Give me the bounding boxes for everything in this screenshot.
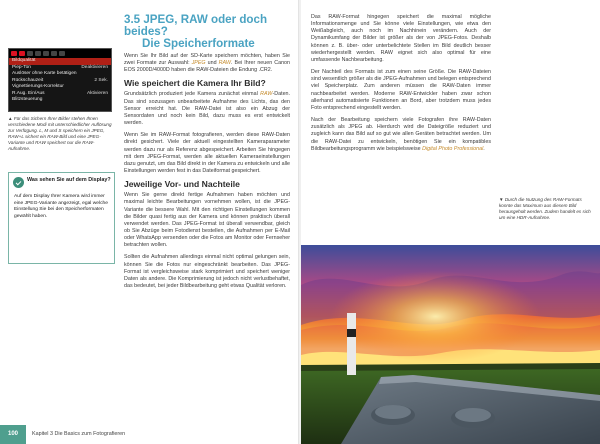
camera-menu-tab [43, 51, 49, 56]
camera-menu-row: Rückschauzeit 2 Sek. [12, 77, 108, 83]
camera-menu-tab [19, 51, 25, 56]
camera-menu-tabs [9, 49, 111, 58]
main-column [124, 14, 290, 290]
section-title-line1: JPEG, RAW oder doch beides? [124, 13, 268, 38]
raw-paragraph-1: Das RAW-Format hingegen speichert die maximal mögliche Informationsmenge und Sie könne viele Einstellungen, wie etwa den Weißabgleich, auch noch im Nachhinein verändern. Auch der Dynamikumfang der Bilder ist größer als der von JPEG-Fotos. Deshalb können z. B. über- oder unterbelichtete Stellen im Bild deutlich besser wiederhergestellt werden. RAW eignet sich also optimal für eine umfassende Nachbearbeitung. [311, 14, 491, 63]
tip-title: Was sehen Sie auf dem Display? [27, 177, 111, 183]
camera-menu-row: Bildqualität [9, 58, 111, 65]
raw-paragraph-2: Der Nachteil des Formats ist zum einen seine Größe. Die RAW-Dateien sind wesentlich größer als die JPEG-Aufnahmen und belegen entsprechend viel Speicherplatz. Zum anderen müssen die RAW-Daten immer nachbearbeitet werden. Moderne RAW-Entwickler haben zwar schon allerhand automatisierte Funktionen an Bord, aber trotzdem muss jedes Foto entsprechend eingestellt werden. [311, 69, 491, 111]
paragraph-how-1: Grundsätzlich produziert jede Kamera zunächst einmal RAW-Daten. Das sind sozusagen unbearbeitete Aufnahme des Lichts, das den Sensor erreicht hat. Die RAW-Datei ist also ein Abzug der Sensordaten und noch kein Bild, dazu muss es erst entwickelt werden. [124, 91, 290, 127]
tip-box [8, 172, 115, 264]
camera-menu-tab [51, 51, 57, 56]
sunset-photo [301, 245, 600, 444]
page-number: 100 [0, 425, 26, 444]
section-title [124, 14, 290, 38]
section-subtitle: Die Speicherformate [142, 37, 255, 50]
heading-how: Wie speichert die Kamera Ihr Bild? [124, 78, 266, 89]
right-column [311, 14, 491, 153]
chapter-label: Kapitel 3 Die Basics zum Fotografieren [32, 431, 126, 437]
photo-caption: ▼ Durch die Nutzung des RAW-Formats konnte das Maximum aus diesem Bild herausgeholt werden. Zudem handelt es sich um eine HDR-Aufnahme. [499, 197, 591, 221]
paragraph-pros-1: Wenn Sie gerne direkt fertige Aufnahmen haben möchten und maximal leichte Bearbeitungen vornehmen wollen, ist die JPEG-Variante die bessere Wahl. Mit den richtigen Einstellungen kommen die Bilder quasi fertig aus der Kamera und können praktisch überall verwendet werden. Das JPEG-Format ist überall verwendbar, gleich ob Sie Abzüge beim Fotodienst bestellen, die Aufnahmen per E-Mail oder WhatsApp versenden oder die Fotos am Monitor oder Fernseher betrachten wollen. [124, 192, 290, 249]
sunset-photo-graphic [301, 245, 600, 444]
camera-menu-screenshot [8, 48, 112, 112]
menu-caption: ▲ Für das Sichern Ihrer Bilder stehen Ihnen verschiedene Modi mit unterschiedlicher Auflösung zur Verfügung. L, M und S speichern ein JPEG, RAW+L sichert ein RAW-Bild und eine JPEG-Variante und RAW speichert nur die RAW-Aufnahme. [8, 116, 112, 152]
right-page [301, 0, 600, 444]
paragraph-how-2: Wenn Sie im RAW-Format fotografieren, werden diese RAW-Daten direkt gesichert. Viele der aktuell eingestellten Kameraparameter werden dazu nur als Referenz abgespeichert. Arbeiten Sie hingegen mit dem JPEG-Format, werden alle aktuellen Kameraeinstellungen dazu genutzt, um das Bild direkt in der Kamera zu entwickeln und alle Einstellungen werden fest in das Dateiformat gespeichert. [124, 132, 290, 175]
page-footer [0, 425, 299, 444]
raw-paragraph-3: Nach der Bearbeitung speichern viele Fotografen ihre RAW-Daten zusätzlich als JPEG ab. Hierdurch wird die Dateigröße reduziert und zugleich kann das Bild auf so gut wie allen Geräten betrachtet werden. Um die RAW-Datei zu entwickeln, benötigen Sie ein kompatibles Bildbearbeitungsprogramm wie beispielsweise Digital Photo Professional. [311, 117, 491, 152]
check-icon [13, 177, 24, 188]
camera-menu-row: Piep-Ton Deaktivieren [12, 64, 108, 70]
camera-menu-row: R.Aug. Ein/Aus Aktivieren [12, 90, 108, 96]
camera-menu-row: Auslöser ohne Karte betätigen [12, 71, 77, 76]
camera-menu-tab [59, 51, 65, 56]
tip-text: Auf dem Display Ihrer Kamera wird immer eine JPEG-Variante angezeigt, egal welche Einstellung Sie bei den Speicherformaten gewählt haben. [14, 194, 108, 219]
intro-paragraph: Wenn Sie Ihr Bild auf der SD-Karte speichern möchten, haben Sie zwei Formate zur Auswahl: JPEG und RAW. Bei Ihrer neuen Canon EOS 2000D/4000D haben die RAW-Dateien die Endung .CR2. [124, 53, 290, 74]
left-page [0, 0, 299, 444]
camera-menu-row: Vignettierungs-Korrektur [12, 84, 64, 89]
camera-menu-tab [27, 51, 33, 56]
section-number: 3.5 [124, 13, 141, 26]
camera-menu-tab [35, 51, 41, 56]
camera-menu-tab [11, 51, 17, 56]
heading-pros-cons: Jeweilige Vor- und Nachteile [124, 179, 240, 190]
paragraph-pros-2: Sollten die Aufnahmen allerdings einmal nicht optimal gelungen sein, können Sie die Fotos nur eingeschränkt bearbeiten. Das JPEG-Format ist vergleichsweise stark komprimiert und speichert weniger Daten als andere. Die Komprimierung ist jedoch nicht verlustbehaftet, das bedeutet, bei jeder Bildbearbeitung geht etwas Qualität verloren. [124, 254, 290, 290]
camera-menu-row: Blitzsteuerung [12, 97, 43, 102]
